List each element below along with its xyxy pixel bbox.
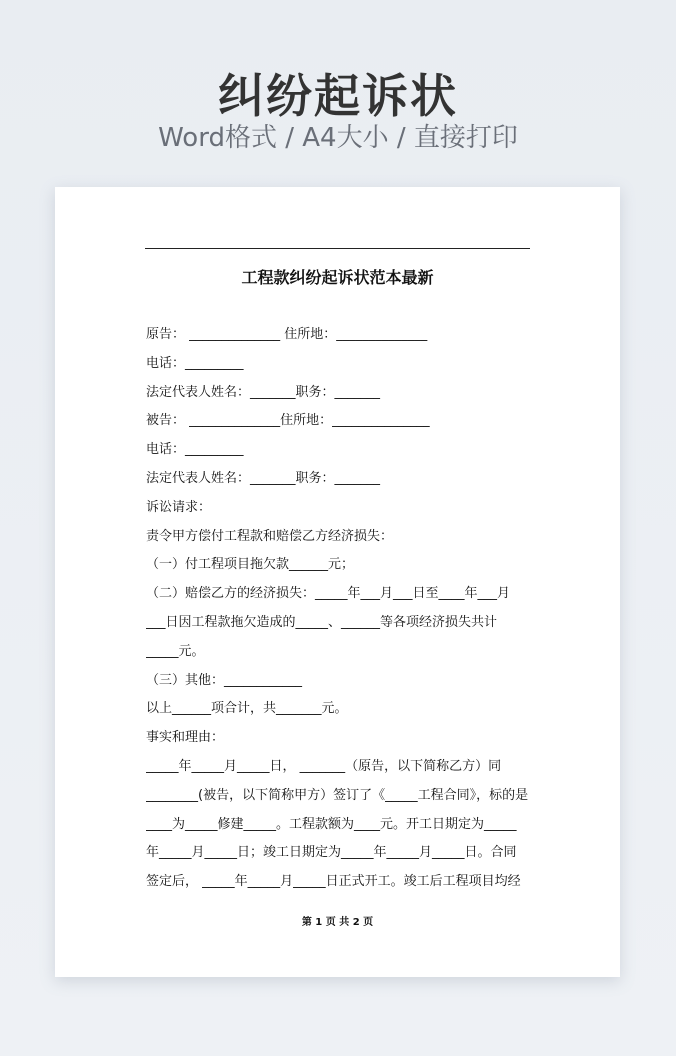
page-number: 第 1 页 共 2 页 [301,917,374,928]
document-title: 工程款纠纷起诉状范本最新 [241,268,434,287]
claim-item-2-cont: ___日因工程款拖欠造成的_____、______等各项经济损失共计 [146,614,498,630]
defendant-phone-line: 电话：_________ [146,442,244,458]
claim-item-2-end: _____元。 [146,643,205,659]
claim-item-1: （一）付工程项目拖欠款______元； [146,557,355,573]
banner-title: 纠纷起诉状 [218,69,458,123]
document-page [55,187,620,977]
facts-line-5: 签定后， _____年_____月_____日正式开工。竣工后工程项目均经 [146,874,521,890]
facts-line-4: 年_____月_____日；竣工日期定为_____年_____月_____日。合同 [146,845,517,861]
plaintiff-representative-line: 法定代表人姓名：_______职务：_______ [146,384,381,400]
facts-heading: 事实和理由： [146,730,225,746]
plaintiff-phone-line: 电话：_________ [146,355,244,371]
claims-heading: 诉讼请求： [146,499,212,515]
facts-line-1: _____年_____月_____日， _______（原告，以下简称乙方）同 [146,758,502,774]
defendant-line: 被告： ______________住所地：_______________ [146,413,430,429]
plaintiff-line: 原告： ______________ 住所地：______________ [146,327,428,342]
claims-intro: 责令甲方偿付工程款和赔偿乙方经济损失： [146,528,394,544]
claim-item-3: （三）其他：____________ [146,672,303,688]
claims-total: 以上______项合计，共_______元。 [146,701,348,717]
header-rule [145,248,530,249]
facts-line-2: ________(被告，以下简称甲方）签订了《_____工程合同》，标的是 [146,787,529,803]
claim-item-2: （二）赔偿乙方的经济损失：_____年___月___日至____年___月 [146,586,511,602]
defendant-representative-line: 法定代表人姓名：_______职务：_______ [146,470,381,486]
document-body [146,321,531,897]
banner-subtitle: Word格式 / A4大小 / 直接打印 [158,123,518,153]
facts-line-3: ____为_____修建_____。工程款额为____元。开工日期定为_____ [146,816,517,832]
